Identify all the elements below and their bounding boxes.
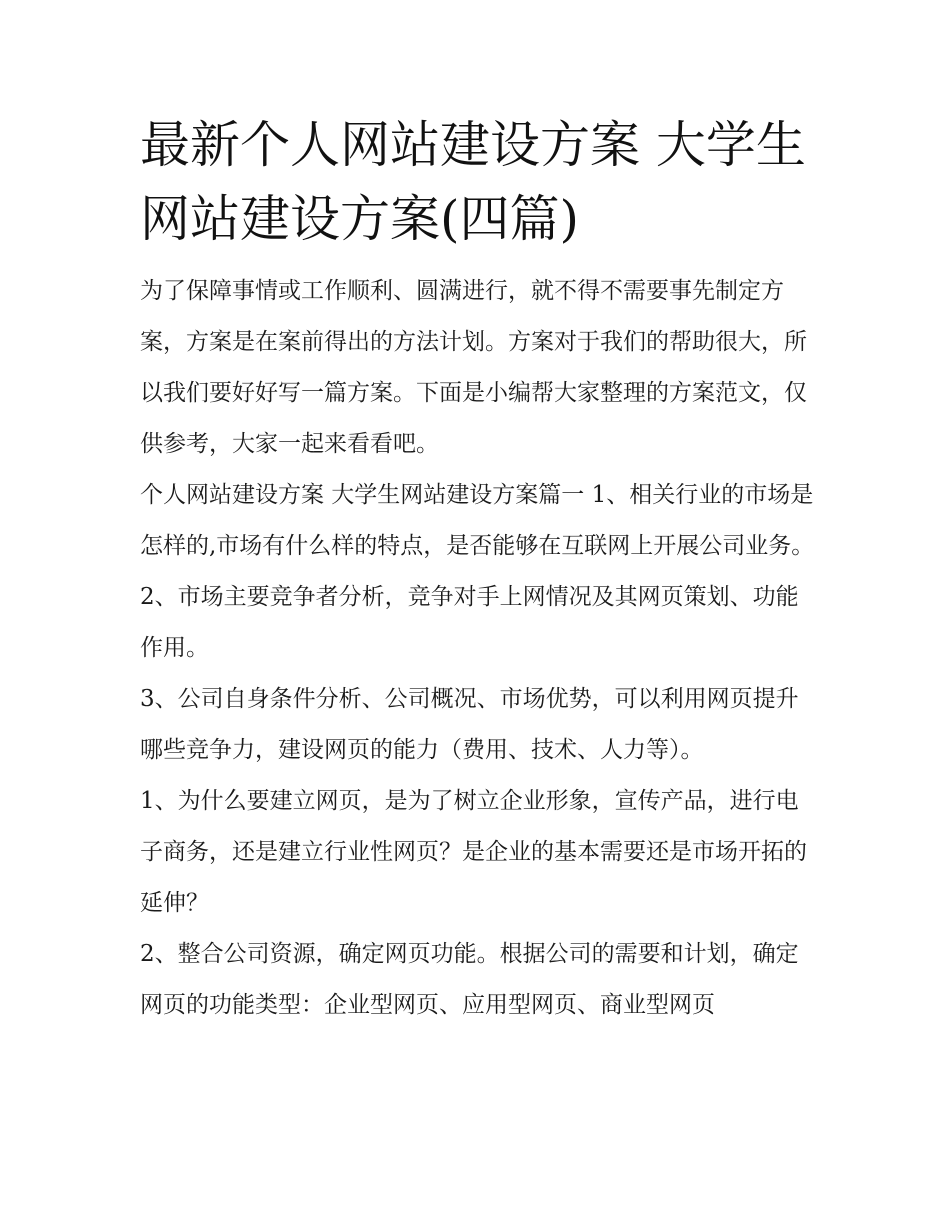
paragraph-purpose: 1、为什么要建立网页，是为了树立企业形象，宣传产品，进行电子商务，还是建立行业性网页？是企业的基本需要还是市场开拓的延伸？: [140, 788, 807, 916]
paragraph-self-analysis: 3、公司自身条件分析、公司概况、市场优势，可以利用网页提升哪些竞争力，建设网页的能力（费用、技术、人力等）。: [140, 686, 799, 763]
paragraph-resources: 2、整合公司资源，确定网页功能。根据公司的需要和计划，确定网页的功能类型：企业型网页、应用型网页、商业型网页: [140, 941, 799, 1018]
document-title: 最新个人网站建设方案 大学生网站建设方案(四篇): [140, 116, 806, 248]
paragraph-intro: 为了保障事情或工作顺利、圆满进行，就不得不需要事先制定方案，方案是在案前得出的方法计划。方案对于我们的帮助很大，所以我们要好好写一篇方案。下面是小编帮大家整理的方案范文，仅供参考，大家一起来看看吧。: [140, 278, 807, 457]
paragraph-section-one: 个人网站建设方案 大学生网站建设方案篇一 1、相关行业的市场是怎样的,市场有什么样的特点，是否能够在互联网上开展公司业务。: [140, 482, 815, 559]
document-page: [140, 108, 820, 1031]
paragraph-competitor-analysis: 2、市场主要竞争者分析，竞争对手上网情况及其网页策划、功能作用。: [140, 584, 799, 661]
